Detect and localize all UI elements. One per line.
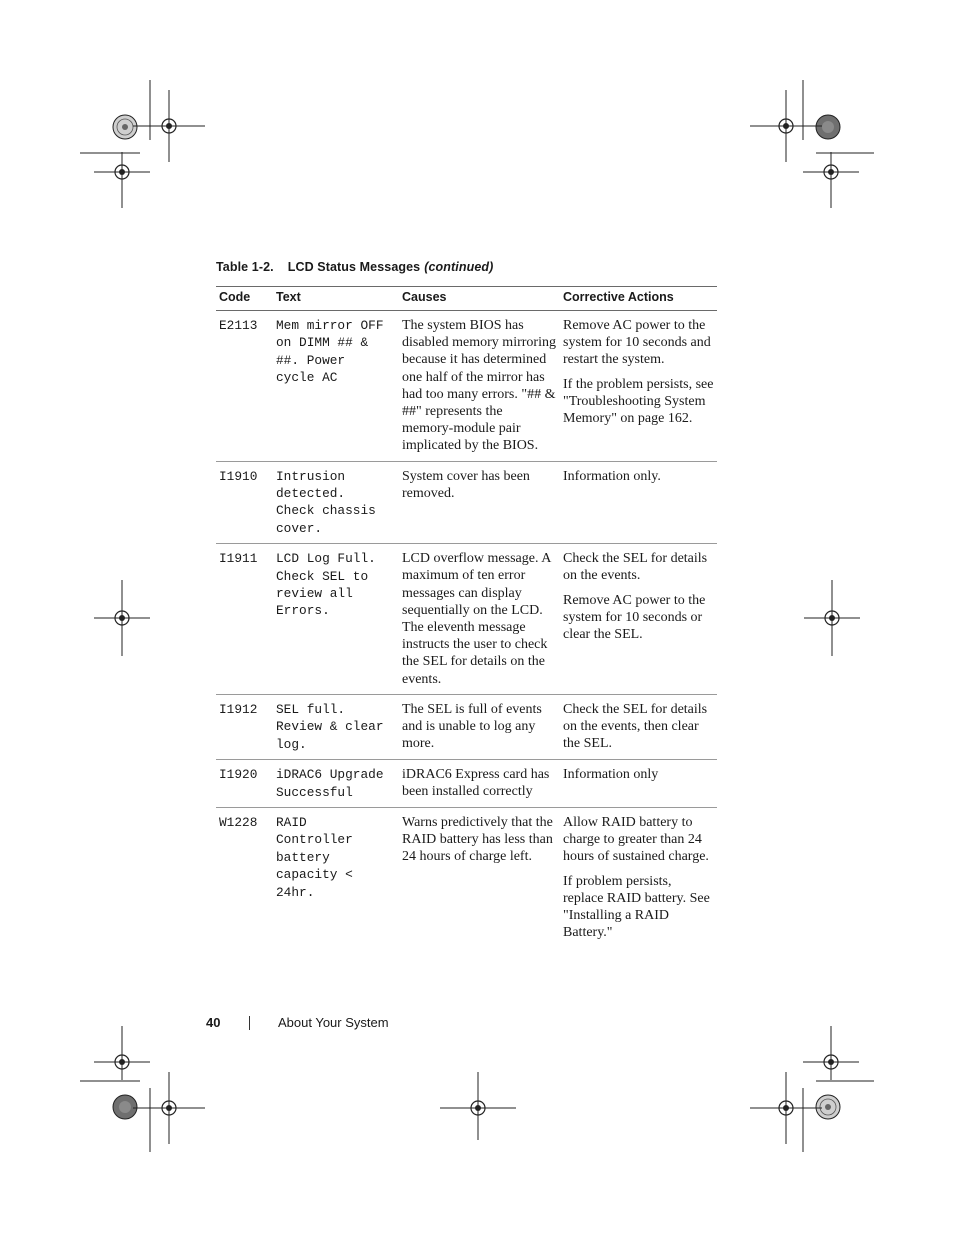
cause-paragraph: iDRAC6 Express card has been installed correctly xyxy=(402,767,550,800)
cell-text: LCD Log Full. Check SEL to review all Errors. xyxy=(273,544,399,695)
cell-text: iDRAC6 Upgrade Successful xyxy=(273,760,399,808)
lcd-status-table xyxy=(216,286,717,947)
registration-mark-bottom-center xyxy=(440,1072,516,1140)
cell-causes xyxy=(399,544,560,695)
header-corrective-actions: Corrective Actions xyxy=(560,287,717,311)
cell-actions xyxy=(560,311,717,462)
crop-mark-bottom-right xyxy=(744,1024,874,1154)
action-paragraph: Allow RAID battery to charge to greater than 24 hours of sustained charge. xyxy=(563,814,709,865)
cell-actions xyxy=(560,694,717,759)
cause-paragraph: System cover has been removed. xyxy=(402,468,530,501)
cause-paragraph: Warns predictively that the RAID battery has less than 24 hours of charge left. xyxy=(402,814,553,865)
cell-text: RAID Controller battery capacity < 24hr. xyxy=(276,814,353,900)
cell-actions xyxy=(560,461,717,544)
cell-causes xyxy=(399,807,560,947)
footer-divider xyxy=(249,1016,250,1030)
cell-causes xyxy=(399,311,560,462)
cell-code: I1920 xyxy=(216,760,273,808)
table-number: Table 1-2. xyxy=(216,260,274,274)
cell-text: SEL full. Review & clear log. xyxy=(273,694,399,759)
footer-section-title: About Your System xyxy=(278,1015,389,1030)
cell-causes xyxy=(399,694,560,759)
cell-code: I1910 xyxy=(216,461,273,544)
header-causes: Causes xyxy=(399,287,560,311)
cell-code: I1912 xyxy=(216,694,273,759)
table-row xyxy=(216,694,717,759)
header-text: Text xyxy=(273,287,399,311)
cell-actions xyxy=(560,807,717,947)
action-paragraph: Information only. xyxy=(563,468,661,484)
cell-code: I1911 xyxy=(216,544,273,695)
table-row xyxy=(216,544,717,695)
crop-mark-bottom-left xyxy=(80,1024,210,1154)
table-title: LCD Status Messages xyxy=(287,260,421,274)
table-caption xyxy=(216,260,493,274)
cell-actions xyxy=(560,544,717,695)
crop-mark-top-left xyxy=(80,80,210,210)
cell-actions xyxy=(560,760,717,808)
action-paragraph: Remove AC power to the system for 10 seconds and restart the system. xyxy=(563,318,711,368)
cell-causes xyxy=(399,461,560,544)
table-continued: (continued) xyxy=(424,260,494,274)
action-paragraph: If the problem persists, see "Troubleshooting System Memory" on page 162. xyxy=(563,376,714,427)
table-row xyxy=(216,807,717,947)
registration-mark-mid-left xyxy=(94,580,150,656)
cause-paragraph: The SEL is full of events and is unable to log any more. xyxy=(402,701,542,752)
action-paragraph: Information only xyxy=(563,767,659,783)
cell-code: W1228 xyxy=(219,814,258,830)
table-row xyxy=(216,461,717,544)
header-code: Code xyxy=(216,287,273,311)
action-paragraph: Remove AC power to the system for 10 seconds or clear the SEL. xyxy=(563,592,706,643)
table-row xyxy=(216,760,717,808)
table-row xyxy=(216,311,717,462)
table-header-row xyxy=(216,287,717,311)
action-paragraph: If problem persists, replace RAID battery. See "Installing a RAID Battery." xyxy=(563,873,710,941)
action-paragraph: Check the SEL for details on the events. xyxy=(563,551,708,584)
crop-mark-top-right xyxy=(744,80,874,210)
cause-paragraph: The system BIOS has disabled memory mirroring because it has determined one half of the mirror has had too many errors. "## & ##" represents the memory-module pair implicated by the BIOS. xyxy=(402,318,556,454)
cause-paragraph: LCD overflow message. A maximum of ten error messages can display sequentially on the LCD. The eleventh message instructs the user to check the SEL for details on the events. xyxy=(402,551,551,687)
page-number: 40 xyxy=(206,1015,221,1030)
cell-causes xyxy=(399,760,560,808)
cell-code: E2113 xyxy=(216,311,273,462)
action-paragraph: Check the SEL for details on the events, then clear the SEL. xyxy=(563,701,708,752)
cell-text: Intrusion detected. Check chassis cover. xyxy=(273,461,399,544)
registration-mark-mid-right xyxy=(804,580,860,656)
cell-text: Mem mirror OFF on DIMM ## & ##. Power cycle AC xyxy=(273,311,399,462)
